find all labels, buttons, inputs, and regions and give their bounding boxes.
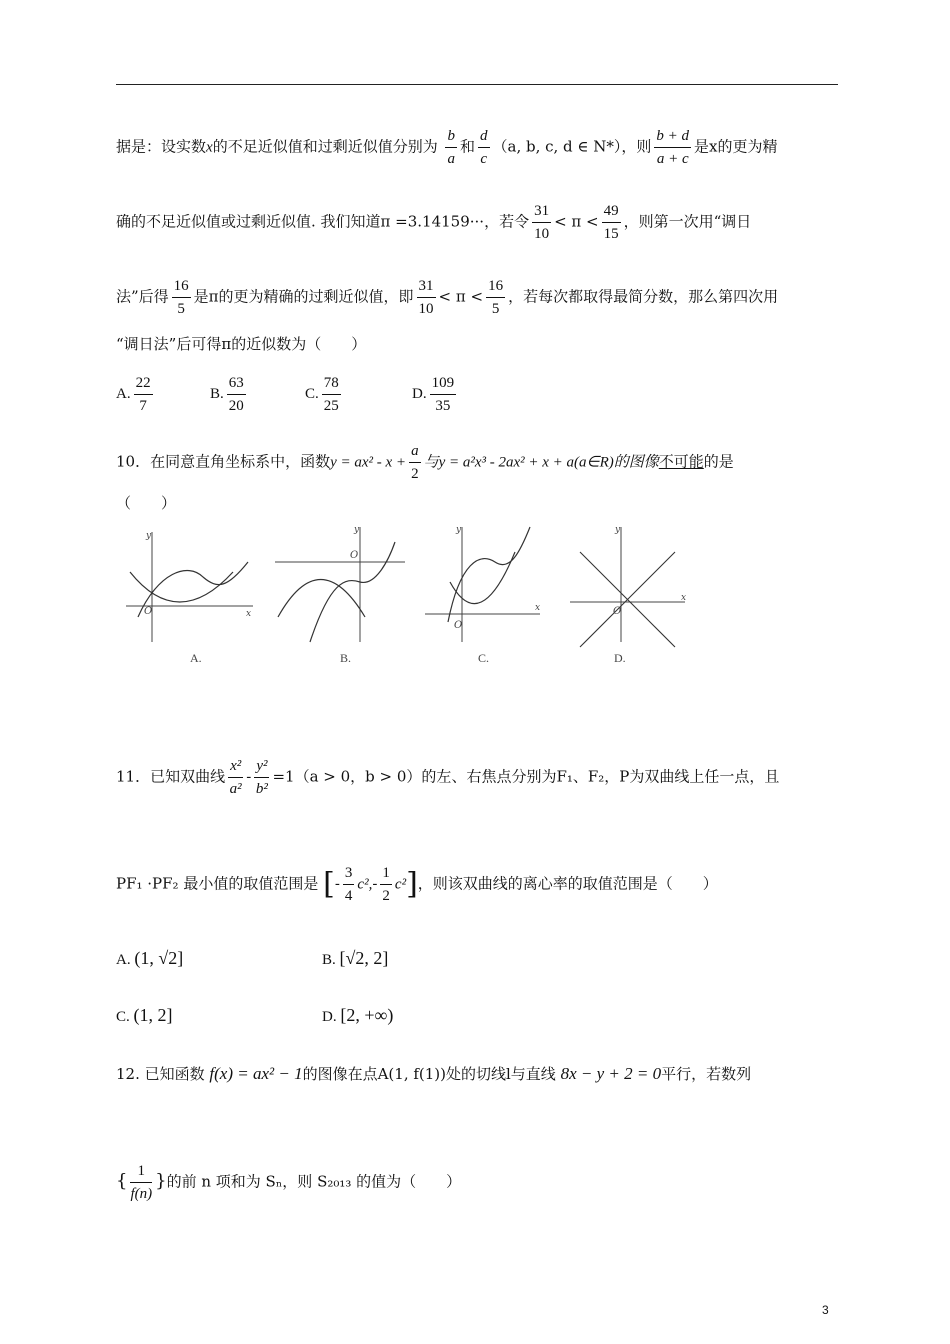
svg-text:y: y <box>615 525 621 535</box>
graph-a[interactable] <box>118 522 258 672</box>
graph-d[interactable] <box>565 522 695 672</box>
q9-option-c[interactable]: C. $\frac{78}{25}$ <box>305 372 344 417</box>
fraction-31-10b: $\frac{31}{10}$ <box>417 275 436 320</box>
q11-option-d[interactable]: D. [2, +∞) <box>322 1005 394 1025</box>
q9-option-d[interactable]: D. $\frac{109}{35}$ <box>412 372 459 417</box>
graph-b[interactable] <box>270 522 410 672</box>
svg-text:y: y <box>456 525 462 535</box>
svg-text:x: x <box>681 593 687 603</box>
svg-text:O: O <box>454 620 463 631</box>
q9-option-b[interactable]: B. $\frac{63}{20}$ <box>210 372 249 417</box>
header-rule <box>116 84 838 85</box>
graph-label-c: C. <box>478 651 490 665</box>
q10-stem: 10．在同意直角坐标系中，函数y = ax² - x + $\frac{a}{2}$ 与y = a²x³ - 2ax² + x + a(a∈R)的图像不可能的是 <box>116 440 734 485</box>
graph-label-d: D. <box>614 651 626 665</box>
q11-stem: 11．已知双曲线 $\frac{\text{x²}}{\text{a²}}$ - $\frac{\text{y²}}{\text{b²}}$ =1（a > 0，b > 0）的左、右焦点分别为F₁、F₂，P为双曲线上任一点，且 <box>116 755 779 800</box>
page-number: 3 <box>822 1303 829 1317</box>
svg-text:O: O <box>613 606 622 617</box>
q11-line-2: PF₁ ·PF₂ 最小值的取值范围是 [- $\frac{3}{4}$ c²,- $\frac{1}{2}$ c²]，则该双曲线的离心率的取值范围是（ ） <box>116 862 718 907</box>
q11-option-b[interactable]: B. [√2, 2] <box>322 948 389 968</box>
fraction-16-5b: $\frac{16}{5}$ <box>486 275 505 320</box>
q12-stem: 12. 已知函数 f(x) = ax² − 1的图像在点A(1, f(1))处的切线l与直线 8x − y + 2 = 0平行，若数列 <box>116 1064 752 1083</box>
q11-option-a[interactable]: A. (1, √2] <box>116 948 184 968</box>
svg-text:x: x <box>535 603 541 613</box>
q10-paren: （ ） <box>116 494 177 512</box>
graph-c[interactable] <box>420 522 550 672</box>
fraction-16-5: $\frac{16}{5}$ <box>172 275 191 320</box>
svg-text:O: O <box>350 550 359 561</box>
graph-label-a: A. <box>190 651 202 665</box>
q9-line-3: 法”后得 $\frac{16}{5}$ 是π的更为精确的过剩近似值，即 $\frac{31}{10}$ < π < $\frac{16}{5}$ ，若每次都取得最简分数，那么第四次用 <box>116 275 778 320</box>
q9-line-2: 确的不足近似值或过剩近似值. 我们知道π =3.14159···，若令 $\frac{31}{10}$ < π < $\frac{49}{15}$ ，则第一次用“调日 <box>116 200 751 245</box>
q12-line-2: { $\frac{1}{f(n)}$ }的前 n 项和为 Sₙ，则 S₂₀₁₃ 的值为（ ） <box>116 1160 461 1205</box>
q9-line-4: “调日法”后可得π的近似数为（ ） <box>116 335 367 353</box>
q11-option-c[interactable]: C. (1, 2] <box>116 1005 173 1025</box>
svg-text:y: y <box>146 531 152 541</box>
q9-line-1: 据是：设实数x的不足近似值和过剩近似值分别为 $\frac{b}{a}$ 和 $\frac{d}{c}$ （a, b, c, d ∈ N*），则 $\frac{b + d}{a + c}$ 是x的更为精 <box>116 125 778 170</box>
svg-text:O: O <box>144 606 153 617</box>
fraction-d-over-c: $\frac{d}{c}$ <box>478 125 490 170</box>
fraction-49-15: $\frac{49}{15}$ <box>602 200 621 245</box>
fraction-b-over-a: $\frac{b}{a}$ <box>445 125 457 170</box>
svg-text:x: x <box>246 609 252 619</box>
q9-option-a[interactable]: A. $\frac{22}{7}$ <box>116 372 156 417</box>
fraction-mediant: $\frac{b + d}{a + c}$ <box>654 125 691 170</box>
fraction-31-10: $\frac{31}{10}$ <box>532 200 551 245</box>
graph-label-b: B. <box>340 651 352 665</box>
svg-text:y: y <box>354 525 360 535</box>
